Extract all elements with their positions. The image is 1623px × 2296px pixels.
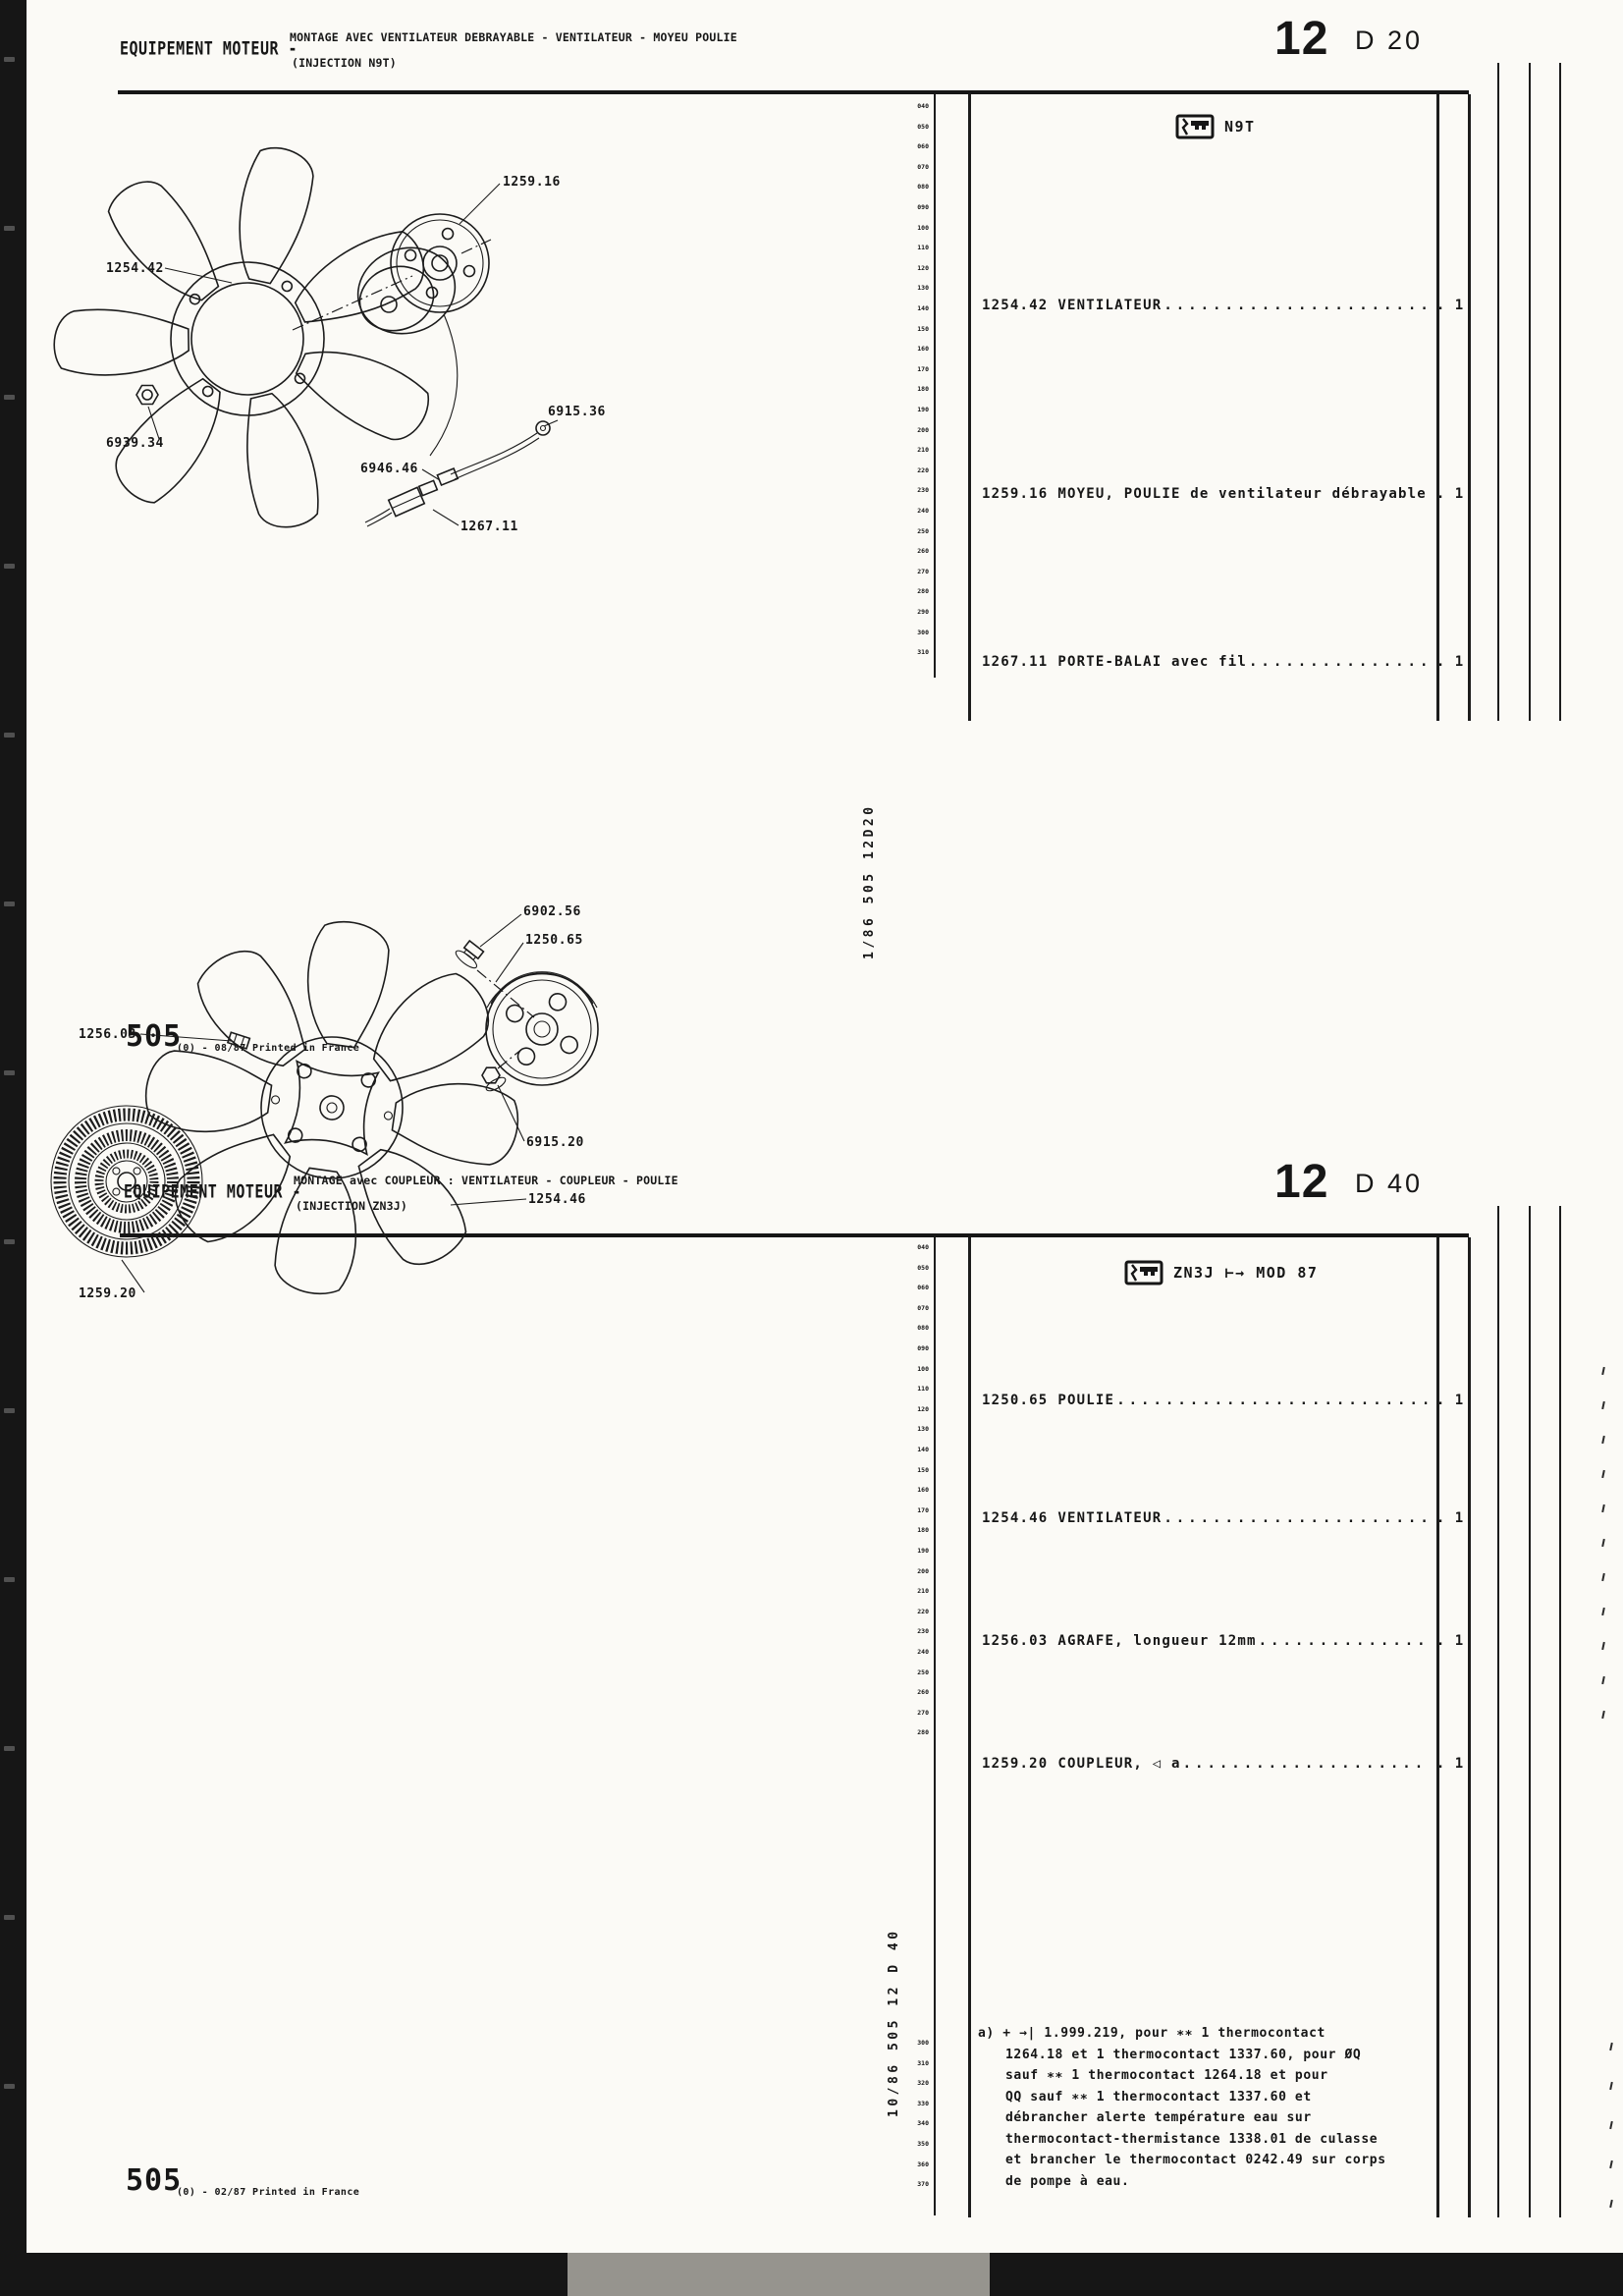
scan-edge-mark xyxy=(1609,2200,1613,2208)
ruler-tick: 100 xyxy=(917,1364,929,1373)
section2-header-rule xyxy=(120,1233,1469,1237)
note-line: de pompe à eau. xyxy=(1005,2173,1130,2189)
dot-leader xyxy=(1259,1633,1430,1649)
part-ref: 1267.11 xyxy=(982,654,1049,670)
scan-edge-mark xyxy=(1601,1436,1605,1444)
binding-sprocket-mark xyxy=(4,1577,15,1582)
engine-icon xyxy=(1124,1260,1163,1285)
ruler-tick: 220 xyxy=(917,465,929,474)
scan-edge-mark xyxy=(1609,2082,1613,2090)
ruler-tick: 160 xyxy=(917,345,929,354)
column-line xyxy=(968,1237,971,2217)
qty-column-line xyxy=(1436,94,1439,721)
column-line xyxy=(1529,1206,1531,2217)
ruler-tick: 240 xyxy=(917,507,929,515)
ruler-tick: 190 xyxy=(917,406,929,413)
note-line: débrancher alerte température eau sur xyxy=(1005,2110,1312,2125)
ruler-tick: 280 xyxy=(917,1728,929,1737)
ruler-tick: 110 xyxy=(917,1385,929,1394)
vertical-code: 1/86 505 12D20 xyxy=(862,803,877,959)
ruler-line xyxy=(934,94,936,678)
hub-pulley xyxy=(293,214,491,456)
part-qty: . 1 xyxy=(1435,486,1465,502)
ruler-tick: 180 xyxy=(917,385,929,394)
dot-leader xyxy=(1163,1510,1430,1526)
ruler-tick: 220 xyxy=(917,1607,929,1615)
part-ref: 1259.20 xyxy=(982,1756,1049,1772)
scan-edge-mark xyxy=(1609,2043,1613,2050)
ruler-tick: 360 xyxy=(917,2159,929,2168)
diagram-label: 6902.56 xyxy=(523,904,581,919)
binding-sprocket-mark xyxy=(4,395,15,400)
ruler-line xyxy=(934,1237,936,2215)
section1-page-code: D 20 xyxy=(1355,26,1424,55)
ruler-tick: 180 xyxy=(917,1526,929,1535)
ruler-tick: 270 xyxy=(917,1708,929,1717)
ruler-tick: 260 xyxy=(917,547,929,556)
part-desc: MOYEU, POULIE de ventilateur débrayable xyxy=(1057,486,1427,502)
ruler-tick: 150 xyxy=(917,1465,929,1474)
scan-edge-mark xyxy=(1601,1539,1605,1547)
section1-subtitle1: MONTAGE AVEC VENTILATEUR DEBRAYABLE - VENTILATEUR - MOYEU POULIE xyxy=(290,30,737,44)
dot-leader xyxy=(1116,1393,1430,1408)
column-line xyxy=(1529,63,1531,721)
dot-leader xyxy=(1183,1756,1430,1772)
engine-code: N9T xyxy=(1224,118,1256,136)
binding-sprocket-mark xyxy=(4,2084,15,2089)
part-qty: . 1 xyxy=(1435,654,1465,670)
part-row xyxy=(982,486,1465,502)
ruler-tick: 320 xyxy=(917,2079,929,2088)
ruler-tick: 210 xyxy=(917,446,929,455)
ruler-tick: 150 xyxy=(917,324,929,333)
footer-number: 505 xyxy=(126,2163,183,2198)
pulley xyxy=(486,972,598,1085)
part-qty: . 1 xyxy=(1435,298,1465,313)
diagram-label: 1254.46 xyxy=(528,1192,586,1207)
part-row xyxy=(982,654,1465,670)
footer-number: 505 xyxy=(126,1019,183,1054)
binding-sprocket-mark xyxy=(4,733,15,738)
column-line xyxy=(1559,1206,1561,2217)
part-ref: 1250.65 xyxy=(982,1393,1049,1408)
ruler-tick: 070 xyxy=(917,162,929,171)
part-ref: 1254.46 xyxy=(982,1510,1049,1526)
section1-page-number: 12 xyxy=(1274,13,1329,65)
binding-sprocket-mark xyxy=(4,57,15,62)
ruler-tick: 130 xyxy=(917,284,929,293)
section2-page-code: D 40 xyxy=(1355,1169,1424,1198)
ruler-tick: 060 xyxy=(917,1284,929,1292)
vertical-code: 10/86 505 12 D 40 xyxy=(887,1928,901,2117)
left-binding-strip xyxy=(0,0,27,2296)
note-line: sauf ∗∗ 1 thermocontact 1264.18 et pour xyxy=(1005,2068,1328,2083)
ruler-tick: 190 xyxy=(917,1547,929,1555)
dot-leader xyxy=(1163,298,1430,313)
ruler-tick: 080 xyxy=(917,183,929,191)
binding-sprocket-mark xyxy=(4,1239,15,1244)
section2-subtitle2: (INJECTION ZN3J) xyxy=(296,1199,407,1213)
scan-edge-mark xyxy=(1601,1711,1605,1719)
scan-edge-mark xyxy=(1601,1642,1605,1650)
part-row xyxy=(982,1393,1465,1408)
part-row xyxy=(982,298,1465,313)
binding-sprocket-mark xyxy=(4,1746,15,1751)
dot-leader xyxy=(1429,486,1430,502)
ruler-tick: 110 xyxy=(917,244,929,252)
ruler-tick: 300 xyxy=(917,2039,929,2047)
scan-edge-mark xyxy=(1601,1367,1605,1375)
ruler-tick: 170 xyxy=(917,1505,929,1514)
ruler-tick: 210 xyxy=(917,1587,929,1596)
scan-edge-mark xyxy=(1601,1470,1605,1478)
ruler-tick: 170 xyxy=(917,364,929,373)
part-desc: VENTILATEUR xyxy=(1057,1510,1163,1526)
diagram-label: 1256.03 xyxy=(79,1027,136,1042)
bolt-bottom xyxy=(482,1049,522,1093)
binding-sprocket-mark xyxy=(4,1070,15,1075)
footer-print-info: (0) - 02/87 Printed in France xyxy=(177,2187,360,2198)
note-line: 1264.18 et 1 thermocontact 1337.60, pour ØQ xyxy=(1005,2047,1362,2062)
part-ref: 1254.42 xyxy=(982,298,1049,313)
ruler-tick: 250 xyxy=(917,1667,929,1676)
ruler-tick: 200 xyxy=(917,1566,929,1575)
binding-sprocket-mark xyxy=(4,902,15,906)
part-qty: . 1 xyxy=(1435,1756,1465,1772)
ruler-tick: 120 xyxy=(917,1404,929,1413)
ruler-tick: 290 xyxy=(917,608,929,616)
part-ref: 1259.16 xyxy=(982,486,1049,502)
engine-icon xyxy=(1175,114,1215,139)
scan-edge-mark xyxy=(1609,2160,1613,2168)
section1-header-rule xyxy=(118,90,1469,94)
scan-edge-mark xyxy=(1601,1573,1605,1581)
part-row xyxy=(982,1633,1465,1649)
section2-page-number: 12 xyxy=(1274,1156,1329,1208)
diagram-label: 6946.46 xyxy=(360,462,418,476)
part-qty: . 1 xyxy=(1435,1633,1465,1649)
column-line xyxy=(968,94,971,721)
engine-code: ZN3J ⊢→ MOD 87 xyxy=(1173,1264,1319,1282)
ruler-tick: 230 xyxy=(917,486,929,495)
binding-sprocket-mark xyxy=(4,1408,15,1413)
diagram-label: 1250.65 xyxy=(525,933,583,948)
ruler-tick: 340 xyxy=(917,2119,929,2128)
note-line: thermocontact-thermistance 1338.01 de culasse xyxy=(1005,2131,1379,2147)
ruler-tick: 060 xyxy=(917,142,929,151)
ruler-tick: 040 xyxy=(917,102,929,110)
column-line xyxy=(1497,63,1499,721)
footer-print-info: (0) - 08/87 Printed in France xyxy=(177,1043,360,1054)
fan-8-blade xyxy=(122,898,543,1319)
diagram-label: 6939.34 xyxy=(106,436,164,451)
part-desc: AGRAFE, longueur 12mm xyxy=(1057,1633,1257,1649)
section2-title: EQUIPEMENT MOTEUR - xyxy=(124,1180,302,1203)
ruler-tick: 160 xyxy=(917,1486,929,1495)
bottom-scan-strip-gray xyxy=(568,2253,990,2296)
qty-column-line xyxy=(1468,94,1471,721)
diagram-label: 1254.42 xyxy=(106,261,164,276)
ruler-tick: 280 xyxy=(917,587,929,596)
ruler-tick: 140 xyxy=(917,1446,929,1453)
ruler-tick: 050 xyxy=(917,1263,929,1272)
ruler-tick: 330 xyxy=(917,2099,929,2107)
ruler-tick: 310 xyxy=(917,2058,929,2067)
ruler-tick: 090 xyxy=(917,1344,929,1352)
ruler-tick: 140 xyxy=(917,304,929,312)
note-line: QQ sauf ∗∗ 1 thermocontact 1337.60 et xyxy=(1005,2089,1312,2105)
ruler-tick: 250 xyxy=(917,526,929,535)
ruler-tick: 200 xyxy=(917,425,929,434)
ruler-tick: 350 xyxy=(917,2140,929,2148)
bolt-top xyxy=(454,939,534,1017)
fan-7-blade xyxy=(17,109,479,565)
column-line xyxy=(1497,1206,1499,2217)
ruler-tick: 090 xyxy=(917,203,929,211)
ruler-tick: 130 xyxy=(917,1425,929,1434)
diagram-label: 6915.36 xyxy=(548,405,606,419)
part-row xyxy=(982,1510,1465,1526)
diagram-label: 1259.20 xyxy=(79,1286,136,1301)
part-desc: COUPLEUR, ◁ a xyxy=(1057,1756,1181,1772)
ruler-tick: 260 xyxy=(917,1688,929,1697)
dot-leader xyxy=(1249,654,1430,670)
part-desc: POULIE xyxy=(1057,1393,1115,1408)
binding-sprocket-mark xyxy=(4,564,15,569)
ruler-tick: 050 xyxy=(917,122,929,131)
ruler-tick: 040 xyxy=(917,1243,929,1251)
scan-edge-mark xyxy=(1601,1608,1605,1615)
ruler-tick: 270 xyxy=(917,567,929,575)
binding-sprocket-mark xyxy=(4,226,15,231)
diagram-label: 6915.20 xyxy=(526,1135,584,1150)
engine-badge xyxy=(1124,1260,1318,1285)
diagram-label: 1267.11 xyxy=(460,519,518,534)
ruler-tick: 310 xyxy=(917,648,929,657)
ruler-tick: 300 xyxy=(917,628,929,636)
leader-lines xyxy=(148,184,558,525)
part-row xyxy=(982,1756,1465,1772)
footnote-a xyxy=(978,2023,1469,2192)
nut xyxy=(136,386,158,405)
section2-subtitle1: MONTAGE avec COUPLEUR : VENTILATEUR - COUPLEUR - POULIE xyxy=(294,1174,678,1187)
note-line: et brancher le thermocontact 0242.49 sur corps xyxy=(1005,2153,1386,2167)
part-desc: VENTILATEUR xyxy=(1057,298,1163,313)
ruler-tick: 370 xyxy=(917,2180,929,2189)
part-desc: PORTE-BALAI avec fil xyxy=(1057,654,1247,670)
ruler-tick: 100 xyxy=(917,223,929,232)
ruler-tick: 080 xyxy=(917,1324,929,1333)
scan-edge-mark xyxy=(1601,1401,1605,1409)
part-qty: . 1 xyxy=(1435,1510,1465,1526)
diagram-label: 1259.16 xyxy=(503,175,561,190)
part-ref: 1256.03 xyxy=(982,1633,1049,1649)
scan-edge-mark xyxy=(1601,1504,1605,1512)
binding-sprocket-mark xyxy=(4,1915,15,1920)
part-qty: . 1 xyxy=(1435,1393,1465,1408)
column-line xyxy=(1559,63,1561,721)
ruler-tick: 070 xyxy=(917,1303,929,1312)
scan-edge-mark xyxy=(1601,1676,1605,1684)
section1-title: EQUIPEMENT MOTEUR - xyxy=(120,37,298,60)
note-line: a) + →| 1.999.219, pour ∗∗ 1 thermocontact xyxy=(978,2026,1325,2041)
section1-subtitle2: (INJECTION N9T) xyxy=(292,56,397,70)
scan-edge-mark xyxy=(1609,2121,1613,2129)
ruler-tick: 230 xyxy=(917,1627,929,1636)
ruler-tick: 240 xyxy=(917,1648,929,1656)
engine-badge xyxy=(1175,114,1256,139)
ruler-tick: 120 xyxy=(917,263,929,272)
